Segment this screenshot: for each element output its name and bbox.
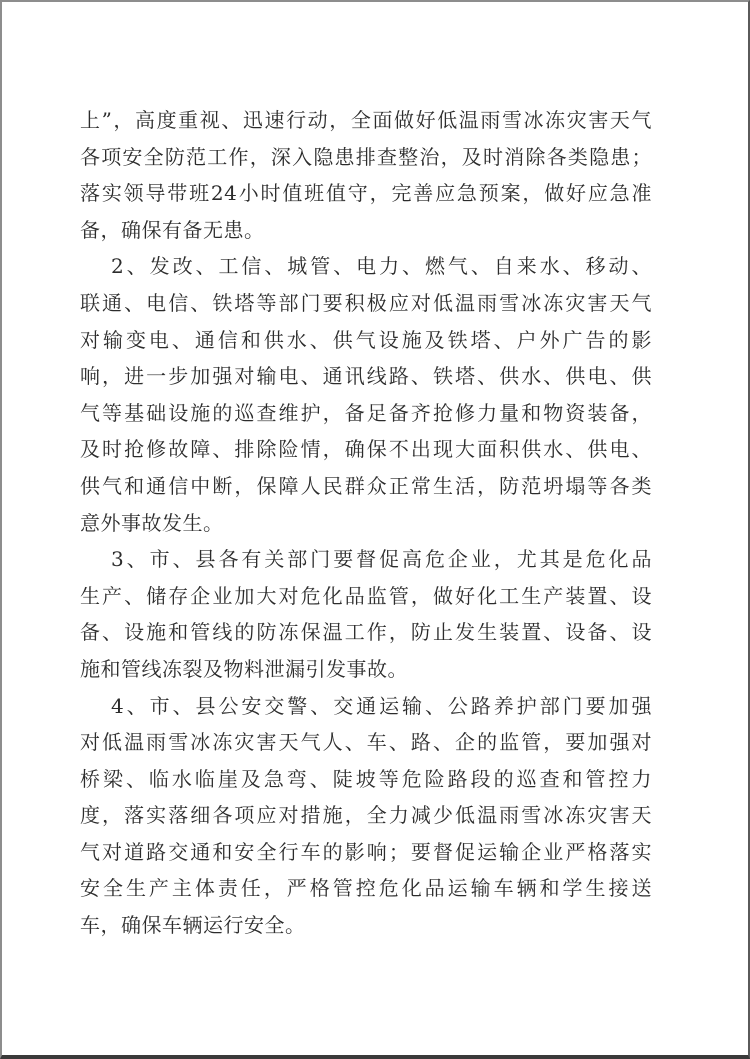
document-line: 生产、储存企业加大对危化品监管，做好化工生产装置、设 bbox=[80, 583, 652, 608]
document-line: 4、市、县公安交警、交通运输、公路养护部门要加强 bbox=[111, 693, 652, 718]
document-line: 3、市、县各有关部门要督促高危企业，尤其是危化品 bbox=[111, 547, 652, 572]
document-text-block bbox=[80, 102, 652, 944]
document-line: 车，确保车辆运行安全。 bbox=[80, 913, 306, 938]
document-line: 上”，高度重视、迅速行动，全面做好低温雨雪冰冻灾害天气 bbox=[80, 108, 652, 132]
document-line: 对输变电、通信和供水、供气设施及铁塔、户外广告的影 bbox=[80, 327, 652, 352]
document-line: 对低温雨雪冰冻灾害天气人、车、路、企的监管，要加强对 bbox=[80, 730, 652, 755]
document-line: 安全生产主体责任，严格管控危化品运输车辆和学生接送 bbox=[80, 876, 652, 901]
document-line: 桥梁、临水临崖及急弯、陡坡等危险路段的巡查和管控力 bbox=[80, 766, 652, 791]
document-line: 供气和通信中断，保障人民群众正常生活，防范坍塌等各类 bbox=[80, 473, 652, 498]
document-line: 备，确保有备无患。 bbox=[80, 217, 265, 242]
document-line: 意外事故发生。 bbox=[80, 510, 224, 535]
document-line: 2、发改、工信、城管、电力、燃气、自来水、移动、 bbox=[111, 254, 652, 279]
document-line: 气等基础设施的巡查维护，备足备齐抢修力量和物资装备， bbox=[80, 400, 652, 425]
document-line: 落实领导带班24小时值班值守，完善应急预案，做好应急准 bbox=[80, 181, 652, 206]
document-line: 响，进一步加强对输电、通讯线路、铁塔、供水、供电、供 bbox=[80, 364, 652, 389]
document-line: 气对道路交通和安全行车的影响；要督促运输企业严格落实 bbox=[80, 839, 652, 864]
document-line: 及时抢修故障、排除险情，确保不出现大面积供水、供电、 bbox=[80, 437, 652, 462]
document-line: 施和管线冻裂及物料泄漏引发事故。 bbox=[80, 656, 408, 681]
document-line: 度，落实落细各项应对措施，全力减少低温雨雪冰冻灾害天 bbox=[80, 803, 652, 828]
document-line: 备、设施和管线的防冻保温工作，防止发生装置、设备、设 bbox=[80, 620, 652, 645]
document-line: 联通、电信、铁塔等部门要积极应对低温雨雪冰冻灾害天气 bbox=[80, 290, 652, 315]
document-line: 各项安全防范工作，深入隐患排查整治，及时消除各类隐患； bbox=[80, 144, 652, 169]
